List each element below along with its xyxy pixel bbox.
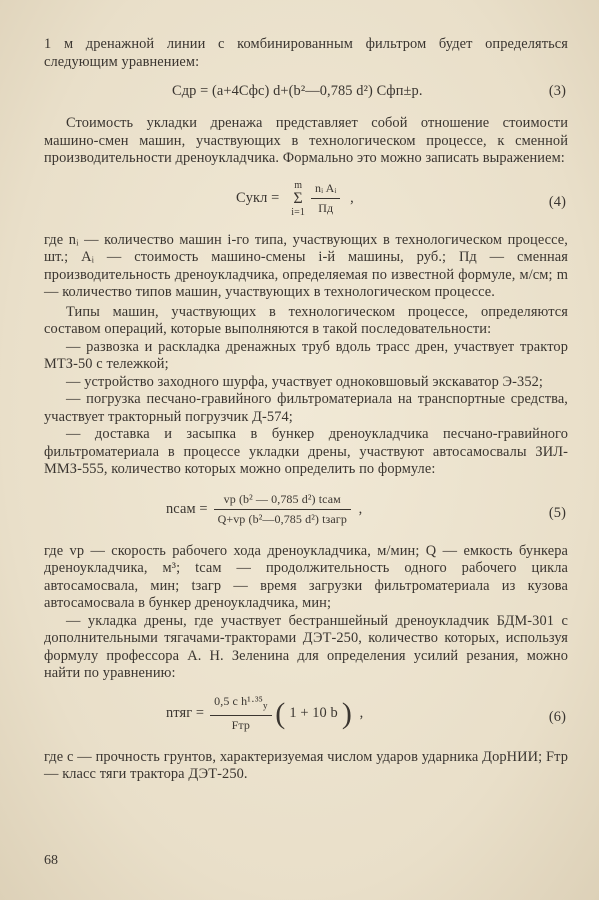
list-item-2: — устройство заходного шурфа, участвует одноковшовый экскаватор Э-352;	[66, 373, 544, 390]
list-item-1: — развозка и раскладка дренажных труб вдоль трасс дрен, участвует трактор МТЗ-50 с тележкой;	[44, 338, 568, 372]
equation-6-open-paren: (	[275, 696, 286, 730]
equation-3	[44, 77, 568, 107]
equation-6-numerator-text: 0,5 c h¹·³⁵	[214, 693, 263, 708]
list-item-4: — доставка и засыпка в бункер дреноукладчика песчано-гравийного фильтроматериала в процессе укладки дрены, участвуют автосамосвалы ЗИЛ-ММЗ-555, количество которых можно определить по формуле:	[44, 426, 568, 477]
sum-lower-limit: i=1	[291, 206, 305, 218]
equation-6-inner: 1 + 10 b	[289, 704, 338, 721]
equation-5-comma: ,	[358, 500, 363, 517]
equation-6-fraction	[210, 693, 271, 735]
equation-4-sum	[291, 180, 305, 218]
equation-4-fraction	[311, 180, 340, 218]
equation-4	[44, 178, 568, 226]
equation-6-numerator	[210, 693, 271, 717]
page-number: 68	[44, 853, 58, 868]
list-item-3: — погрузка песчано-гравийного фильтроматериала на транспортные средства, участвует тракторный погрузчик Д-574;	[44, 391, 568, 425]
equation-5-numerator: vр (b² — 0,785 d²) tсам	[214, 491, 351, 511]
sigma-symbol: Σ	[293, 189, 303, 207]
paragraph-cost: Стоимость укладки дренажа представляет собой отношение стоимости машино-смен машин, участвующих в технологическом процессе, к сменной производительности дреноукладчика. Формально это можно записать выражением:	[44, 115, 568, 166]
paragraph-machine-types: Типы машин, участвующих в технологическом процессе, определяются составом операций, которые выполняются в такой последовательности:	[44, 303, 568, 337]
sum-upper-limit: m	[294, 179, 303, 191]
equation-4-comma: ,	[350, 189, 354, 206]
paragraph-where-6: где c — прочность грунтов, характеризуемая числом ударов ударника ДорНИИ; Fтр — класс тяги трактора ДЭТ-250.	[44, 748, 568, 782]
equation-5-fraction	[214, 491, 351, 529]
equation-5-number: (5)	[548, 504, 566, 521]
equation-6-number: (6)	[548, 708, 566, 725]
paragraph-intro: 1 м дренажной линии с комбинированным фильтром будет определяться следующим уравнением:	[44, 36, 568, 70]
paragraph-where-5: где vр — скорость рабочего хода дреноукладчика, м/мин; Q — емкость бункера дреноукладчика, м³; tсам — продолжительность одного рабочего цикла автосамосвала, мин; tзагр — время загрузки фильтроматериала из кузова автосамосвала в бункер дреноукладчика, мин;	[44, 542, 568, 611]
equation-4-numerator: nᵢ Aᵢ	[311, 180, 340, 200]
equation-3-number: (3)	[548, 83, 566, 99]
equation-4-denominator: Пд	[318, 201, 334, 215]
equation-5-lhs: nсам =	[166, 500, 208, 517]
page-text	[44, 36, 568, 784]
equation-6	[44, 691, 568, 743]
equation-6-comma: ,	[359, 704, 364, 721]
equation-5	[44, 489, 568, 537]
equation-6-denominator: Fтр	[231, 718, 251, 733]
equation-4-number: (4)	[548, 193, 566, 210]
equation-3-body: Cдр = (a+4Cфс) d+(b²—0,785 d²) Cфп±p.	[172, 83, 423, 99]
paragraph-where-4: где nᵢ — количество машин i-го типа, участвующих в технологическом процессе, шт.; Aᵢ — стоимость машино-смены i-й машины, руб.; Пд — сменная производительность дреноукладчика, определяемая по известной формуле, м/см; m — количество типов машин, участвующих в технологическом процессе.	[44, 231, 568, 300]
list-item-5: — укладка дрены, где участвует бестраншейный дреноукладчик БДМ-301 с дополнительными тягачами-тракторами ДЭТ-250, количество которых, используя формулу профессора А. Н. Зеленина для определения усилий резания, можно найти по уравнению:	[44, 612, 568, 681]
equation-4-lhs: Cукл =	[236, 189, 280, 206]
equation-6-close-paren: )	[341, 696, 352, 730]
equation-5-denominator: Q+vр (b²—0,785 d²) tзагр	[217, 512, 347, 526]
equation-6-numerator-subscript: у	[262, 699, 268, 710]
equation-6-lhs: nтяг =	[166, 704, 205, 721]
